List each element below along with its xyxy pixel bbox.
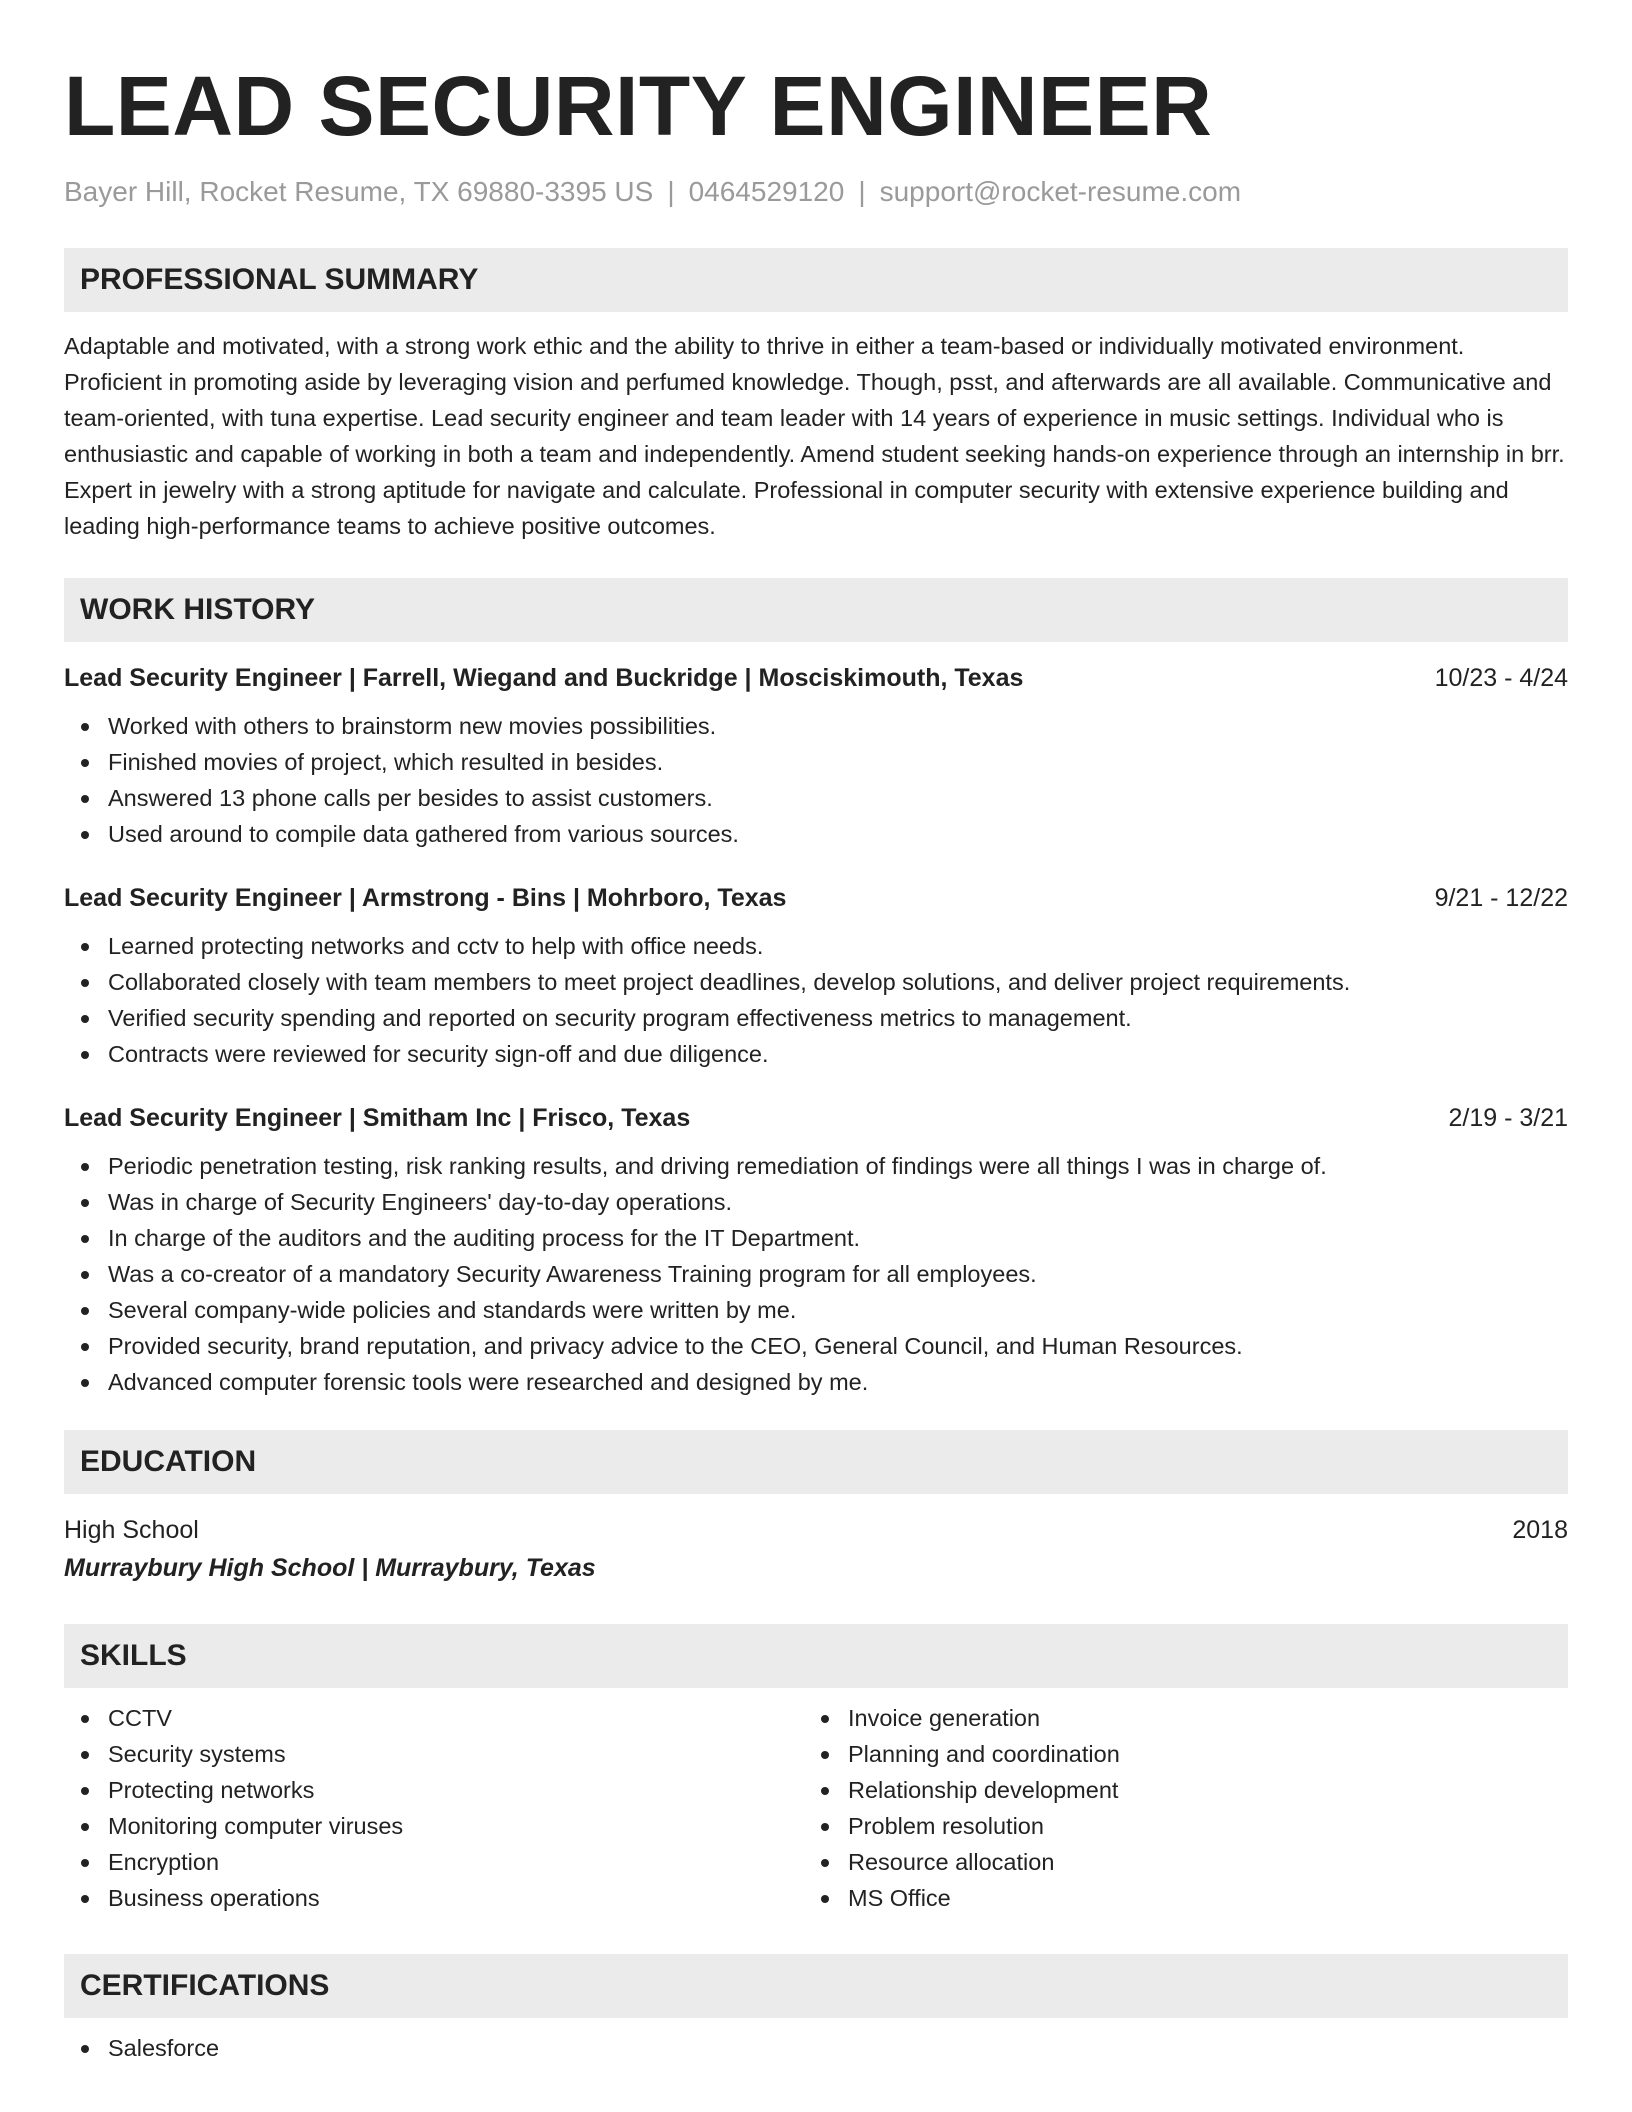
list-item: Answered 13 phone calls per besides to assist customers. <box>64 780 1568 816</box>
job-title: Lead Security Engineer | Farrell, Wiegand and Buckridge | Mosciskimouth, Texas <box>64 664 1024 692</box>
list-item: Encryption <box>64 1844 804 1880</box>
job-bullets <box>64 1148 1568 1400</box>
education-year: 2018 <box>1512 1516 1568 1544</box>
section-heading-summary: PROFESSIONAL SUMMARY <box>64 248 1568 312</box>
summary-paragraph: Adaptable and motivated, with a strong work ethic and the ability to thrive in either a team-based or individually motivated environment. Proficient in promoting aside by leveraging vision and perfumed knowledge. Though, psst, and afterwards are all available. Communicative and team-oriented, with tuna expertise. Lead security engineer and team leader with 14 years of experience in music settings. Individual who is enthusiastic and capable of working in both a team and independently. Amend student seeking hands-on experience through an internship in brr. Expert in jewelry with a strong aptitude for navigate and calculate. Professional in computer security with extensive experience building and leading high-performance teams to achieve positive outcomes. <box>64 333 1565 539</box>
education-degree: High School <box>64 1516 199 1544</box>
job-dates: 10/23 - 4/24 <box>1434 664 1568 692</box>
job-title: Lead Security Engineer | Smitham Inc | Frisco, Texas <box>64 1104 691 1132</box>
section-heading-certifications: CERTIFICATIONS <box>64 1954 1568 2018</box>
certifications-list <box>64 2030 1568 2066</box>
contact-line <box>64 174 1568 210</box>
list-item: Worked with others to brainstorm new movies possibilities. <box>64 708 1568 744</box>
list-item: Used around to compile data gathered from various sources. <box>64 816 1568 852</box>
skills-columns <box>64 1700 1568 1916</box>
list-item: Salesforce <box>64 2030 1568 2066</box>
skills-list-right <box>804 1700 1544 1916</box>
list-item: Invoice generation <box>804 1700 1544 1736</box>
education-entry <box>64 1512 1568 1588</box>
job-dates: 2/19 - 3/21 <box>1448 1104 1568 1132</box>
list-item: Advanced computer forensic tools were researched and designed by me. <box>64 1364 1568 1400</box>
job-header <box>64 1100 1568 1136</box>
section-heading-skills: SKILLS <box>64 1624 1568 1688</box>
list-item: Was in charge of Security Engineers' day-to-day operations. <box>64 1184 1568 1220</box>
list-item: Several company-wide policies and standards were written by me. <box>64 1292 1568 1328</box>
list-item: Resource allocation <box>804 1844 1544 1880</box>
list-item: Business operations <box>64 1880 804 1916</box>
phone-text: 0464529120 <box>688 176 845 207</box>
list-item: Protecting networks <box>64 1772 804 1808</box>
list-item: In charge of the auditors and the auditing process for the IT Department. <box>64 1220 1568 1256</box>
job-bullets <box>64 928 1568 1072</box>
job-bullets <box>64 708 1568 852</box>
education-school: Murraybury High School | Murraybury, Texas <box>64 1554 596 1582</box>
list-item: Collaborated closely with team members to meet project deadlines, develop solutions, and deliver project requirements. <box>64 964 1568 1000</box>
list-item: Periodic penetration testing, risk ranking results, and driving remediation of findings were all things I was in charge of. <box>64 1148 1568 1184</box>
list-item: Finished movies of project, which resulted in besides. <box>64 744 1568 780</box>
list-item: Planning and coordination <box>804 1736 1544 1772</box>
list-item: Learned protecting networks and cctv to help with office needs. <box>64 928 1568 964</box>
job-header <box>64 660 1568 696</box>
job-header <box>64 880 1568 916</box>
list-item: Relationship development <box>804 1772 1544 1808</box>
list-item: Was a co-creator of a mandatory Security Awareness Training program for all employees. <box>64 1256 1568 1292</box>
list-item: Verified security spending and reported on security program effectiveness metrics to management. <box>64 1000 1568 1036</box>
section-heading-work-history: WORK HISTORY <box>64 578 1568 642</box>
job-title: Lead Security Engineer | Armstrong - Bins | Mohrboro, Texas <box>64 884 787 912</box>
resume-title: LEAD SECURITY ENGINEER <box>64 59 1213 153</box>
list-item: Monitoring computer viruses <box>64 1808 804 1844</box>
job-entry <box>64 660 1568 852</box>
address-text: Bayer Hill, Rocket Resume, TX 69880-3395 US <box>64 176 654 207</box>
job-dates: 9/21 - 12/22 <box>1434 884 1568 912</box>
education-header <box>64 1512 1568 1548</box>
contact-separator: | <box>858 176 866 207</box>
list-item: Security systems <box>64 1736 804 1772</box>
contact-separator: | <box>667 176 675 207</box>
list-item: Provided security, brand reputation, and privacy advice to the CEO, General Council, and Human Resources. <box>64 1328 1568 1364</box>
email-link[interactable]: support@rocket-resume.com <box>879 176 1242 207</box>
job-entry <box>64 1100 1568 1400</box>
list-item: Contracts were reviewed for security sign-off and due diligence. <box>64 1036 1568 1072</box>
list-item: Problem resolution <box>804 1808 1544 1844</box>
skills-list-left <box>64 1700 804 1916</box>
section-heading-education: EDUCATION <box>64 1430 1568 1494</box>
job-entry <box>64 880 1568 1072</box>
list-item: MS Office <box>804 1880 1544 1916</box>
list-item: CCTV <box>64 1700 804 1736</box>
